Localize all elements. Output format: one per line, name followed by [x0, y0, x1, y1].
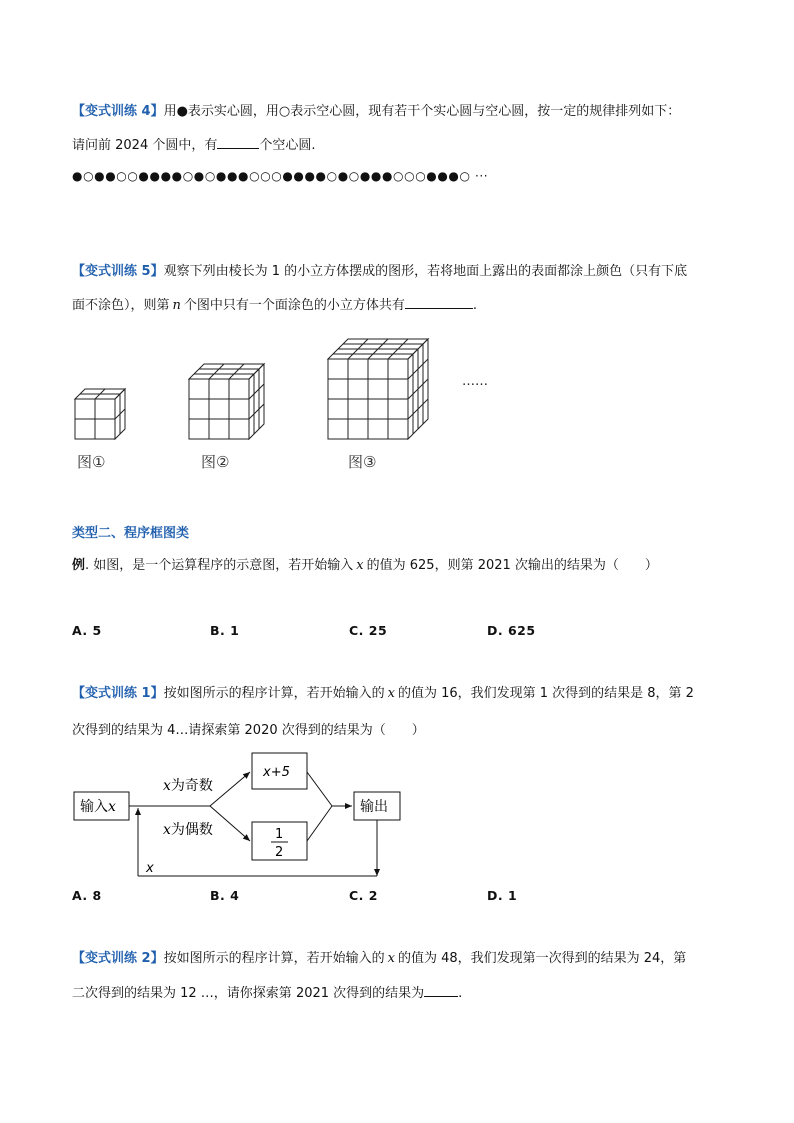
example-option-d[interactable]: D. 625 — [487, 623, 536, 638]
problem-2-line-1 — [72, 951, 686, 967]
even-branch-label: x为偶数 — [163, 822, 213, 838]
problem-4-line-1 — [72, 104, 680, 120]
problem-2-line-2 — [72, 984, 462, 1002]
problem-4-line-2 — [72, 136, 316, 154]
output-label: 输出 — [360, 799, 388, 815]
odd-operation-text: x+5 — [263, 765, 290, 780]
variable-x: x — [356, 558, 364, 573]
example-line — [72, 558, 658, 574]
figure-label-1: 图① — [77, 453, 106, 471]
variable-x: x — [387, 951, 395, 966]
problem-5-line-2 — [72, 296, 477, 314]
example-option-a[interactable]: A. 5 — [72, 623, 102, 638]
problem-1-option-d[interactable]: D. 1 — [487, 888, 518, 903]
input-label: 输入x — [80, 799, 116, 815]
problem-1-option-c[interactable]: C. 2 — [349, 888, 378, 903]
problem-1-option-b[interactable]: B. 4 — [210, 888, 240, 903]
example-text-a: . 如图，是一个运算程序的示意图，若开始输入 — [85, 558, 354, 573]
problem-4-tag: 【变式训练 4】 — [72, 104, 164, 119]
answer-blank[interactable] — [217, 136, 259, 149]
cube-figures — [60, 330, 540, 480]
odd-branch-label: x为奇数 — [163, 778, 213, 794]
problem-5-text-1: 观察下列由棱长为 1 的小立方体摆成的图形，若将地面上露出的表面都涂上颜色（只有下底 — [163, 264, 688, 279]
problem-5-tag: 【变式训练 5】 — [72, 264, 164, 279]
example-option-b[interactable]: B. 1 — [210, 623, 240, 638]
figure-label-2: 图② — [201, 453, 230, 471]
problem-2-text-2a: 二次得到的结果为 12 …，请你探索第 2021 次得到的结果为 — [72, 986, 425, 1001]
problem-1-line-1 — [72, 686, 694, 702]
problem-4-text-1: 用●表示实心圆，用○表示空心圆，现有若干个实心圆与空心圆，按一定的规律排列如下： — [163, 104, 681, 119]
example-label: 例 — [72, 558, 86, 573]
problem-1-text-1b: 的值为 16，我们发现第 1 次得到的结果是 8，第 2 — [397, 686, 694, 701]
problem-1-tag: 【变式训练 1】 — [72, 686, 164, 701]
figure-label-3: 图③ — [348, 453, 377, 471]
variable-n: n — [172, 298, 181, 313]
fraction-numerator: 1 — [275, 827, 284, 842]
cube-figure-3 — [328, 339, 428, 439]
fraction-denominator: 2 — [275, 845, 284, 860]
variable-x: x — [387, 686, 395, 701]
problem-2-text-1b: 的值为 48，我们发现第一次得到的结果为 24，第 — [397, 951, 687, 966]
program-flowchart — [60, 745, 420, 885]
problem-5-text-2b: 个图中只有一个面涂色的小立方体共有 — [183, 298, 405, 313]
problem-1-text-1a: 按如图所示的程序计算，若开始输入的 — [163, 686, 385, 701]
example-text-b: 的值为 625，则第 2021 次输出的结果为（ ） — [366, 558, 658, 573]
section-heading: 类型二、程序框图类 — [72, 526, 190, 541]
answer-blank[interactable] — [405, 296, 473, 309]
ellipsis-text: …… — [462, 374, 488, 389]
answer-blank[interactable] — [424, 984, 458, 997]
example-option-c[interactable]: C. 25 — [349, 623, 388, 638]
feedback-label: x — [146, 861, 154, 876]
circle-sequence: ●○●●○○●●●●○●○●●●○○○●●●●○●○●●●○○○●●●○ ··· — [72, 169, 489, 183]
problem-2-text-1a: 按如图所示的程序计算，若开始输入的 — [163, 951, 385, 966]
problem-4-text-2a: 请问前 2024 个圆中，有 — [72, 138, 218, 153]
problem-5-line-1 — [72, 264, 687, 280]
cube-figure-2 — [189, 364, 264, 439]
problem-5-text-2a: 面不涂色），则第 — [72, 298, 170, 313]
problem-5-text-2c: . — [472, 298, 478, 313]
problem-4-text-2b: 个空心圆. — [259, 138, 316, 153]
problem-1-option-a[interactable]: A. 8 — [72, 888, 102, 903]
problem-1-line-2: 次得到的结果为 4…请探索第 2020 次得到的结果为（ ） — [72, 723, 425, 738]
problem-2-tag: 【变式训练 2】 — [72, 951, 164, 966]
problem-2-text-2b: . — [458, 986, 463, 1001]
cube-figure-1 — [75, 389, 125, 439]
